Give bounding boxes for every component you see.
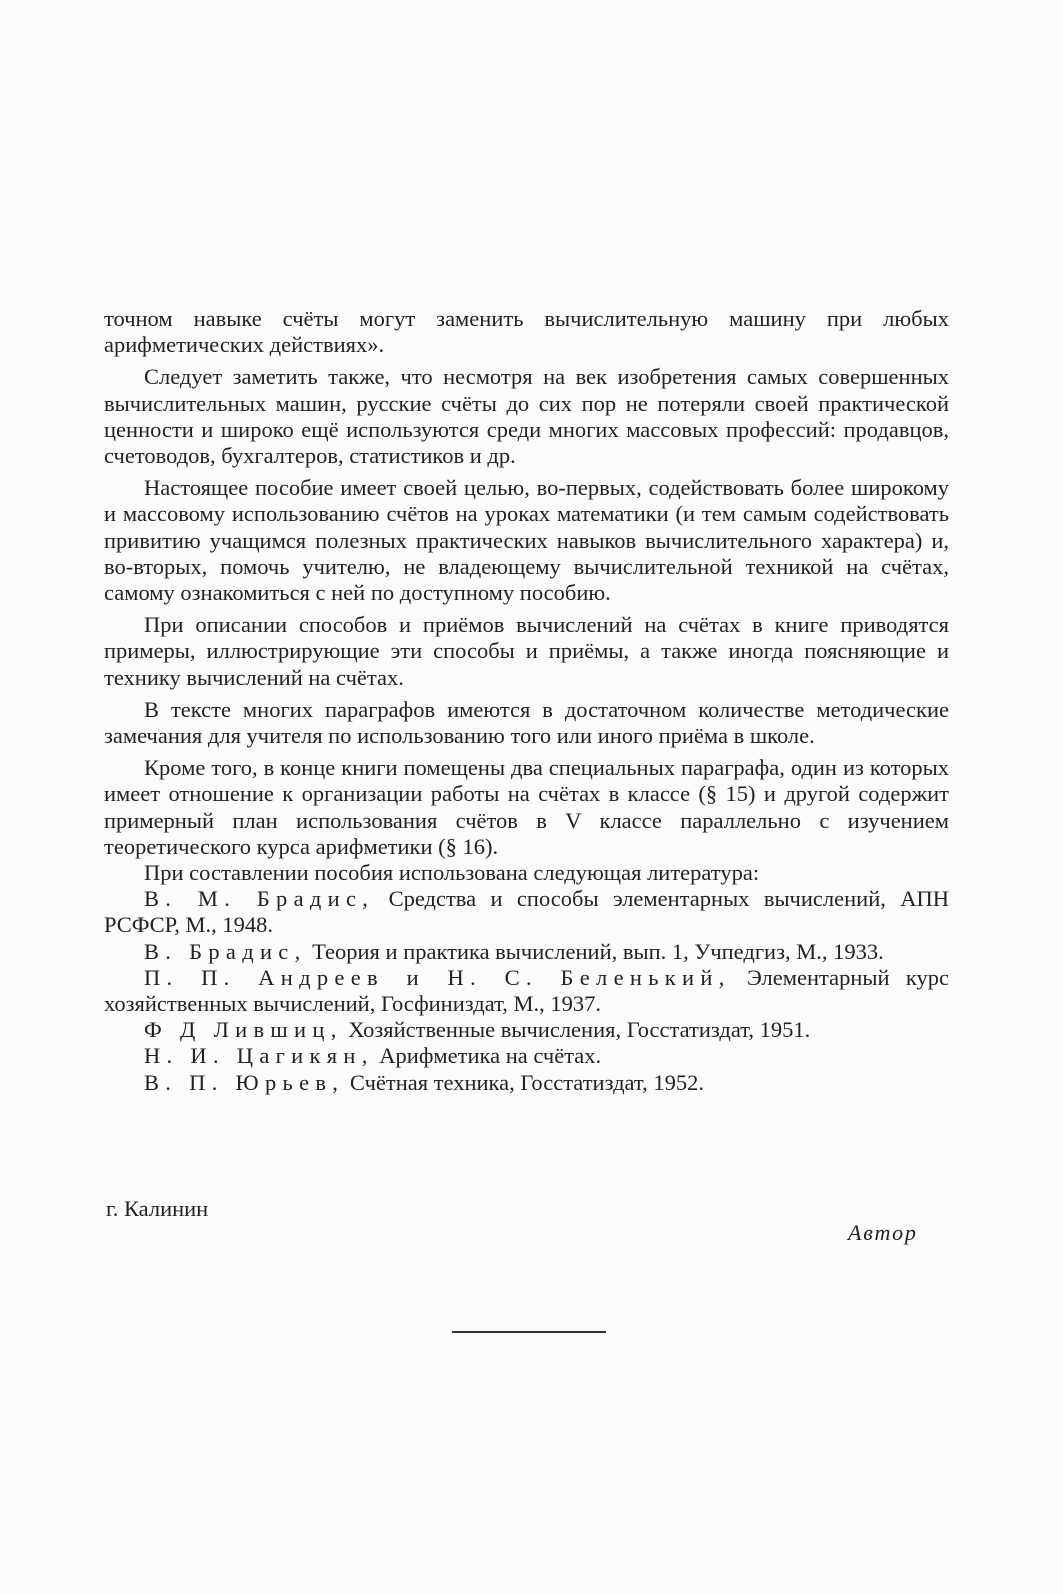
section-divider (452, 1331, 606, 1333)
paragraph: Следует заметить также, что несмотря на век изобретения самых совершенных вычислительных машин, русские счёты до сих пор не потеряли своей практической ценности и широко ещё используются среди многих массовых профессий: продавцов, счетоводов, бухгалтеров, статистиков и др. (104, 364, 949, 469)
reference-author: В. Брадис, (144, 938, 307, 964)
paragraph: Настоящее пособие имеет своей целью, во-первых, содействовать более широкому и массовому использованию счётов на уроках математики (и тем самым содействовать привитию учащимся полезных практических навыков вычислительного характера) и, во-вторых, помочь учителю, не владеющему вычислительной техникой на счётах, самому ознакомиться с ней по доступному пособию. (104, 475, 949, 606)
reference-author: Н. И. Цагикян, (144, 1043, 374, 1069)
reference-item (104, 965, 949, 1017)
literature-intro: При составлении пособия использована следующая литература: (144, 860, 760, 886)
reference-item (104, 1043, 949, 1069)
reference-title: Теория и практика вычислений, вып. 1, Учпедгиз, М., 1933. (306, 938, 884, 964)
paragraph: В тексте многих параграфов имеются в достаточном количестве методические замечания для учителя по использованию того или иного приёма в школе. (104, 696, 949, 749)
city-line: г. Калинин (106, 1196, 209, 1221)
author-signature: Автор (848, 1220, 918, 1245)
reference-list (104, 886, 949, 1096)
reference-author: В. П. Юрьев, (144, 1069, 345, 1095)
preface-text (104, 306, 949, 1096)
reference-title: Хозяйственные вычисления, Госстатиздат, 1951. (342, 1017, 811, 1043)
reference-title: Счётная техника, Госстатиздат, 1952. (344, 1069, 704, 1095)
paragraph: Кроме того, в конце книги помещены два специальных параграфа, один из которых имеет отношение к организации работы на счётах в классе (§ 15) и другой содержит примерный план использования счётов в V классе параллельно с изучением теоретического курса арифметики (§ 16). (104, 755, 949, 859)
reference-item (104, 939, 949, 965)
paragraph: При описании способов и приёмов вычислений на счётах в книге приводятся примеры, иллюстрирующие эти способы и приёмы, а также иногда поясняющие и технику вычислений на счётах. (104, 612, 949, 690)
reference-item (104, 1070, 949, 1096)
reference-title: Средства и способы элементарных вычислений, АПН РСФСР, М., 1948. (104, 886, 949, 938)
reference-title: Арифметика на счётах. (373, 1043, 602, 1069)
reference-title: Элементарный курс хозяйственных вычислений, Госфиниздат, М., 1937. (104, 964, 949, 1017)
reference-author: Ф Д Лившиц, (144, 1017, 343, 1043)
reference-item (104, 886, 949, 938)
reference-author: В. М. Брадис, (144, 886, 375, 912)
paragraph-continuation: точном навыке счёты могут заменить вычислительную машину при любых арифметических действиях». (104, 306, 949, 358)
reference-item (104, 1017, 949, 1043)
reference-author: П. П. Андреев и Н. С. Беленький, (144, 964, 731, 990)
